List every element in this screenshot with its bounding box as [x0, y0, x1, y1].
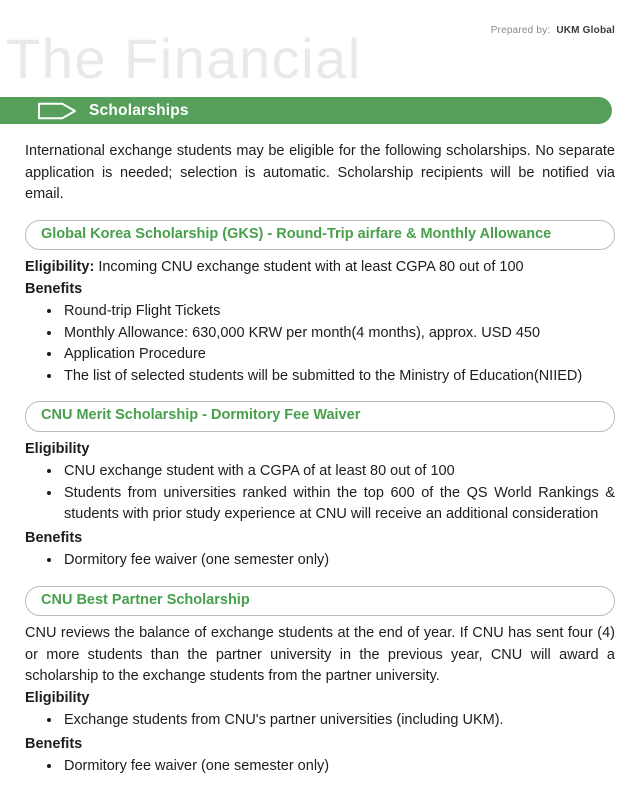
section-best-partner [25, 586, 615, 778]
section-title-pill [25, 401, 615, 432]
benefits-list [25, 756, 615, 778]
benefits-heading: Benefits [25, 280, 83, 297]
intro-paragraph: International exchange students may be eligible for the following scholarships. No separate application is needed; selection is automatic. Scholarship recipients will be notified via email. [25, 143, 615, 202]
eligibility-heading: Eligibility [25, 440, 90, 457]
benefits-list [25, 550, 615, 572]
list-item: • Dormitory fee waiver (one semester only) [62, 756, 615, 778]
benefits-list [25, 301, 615, 387]
list-item: • Monthly Allowance: 630,000 KRW per month(4 months), approx. USD 450 [62, 323, 615, 345]
list-item: • Dormitory fee waiver (one semester only) [62, 550, 615, 572]
section-title: CNU Best Partner Scholarship [41, 591, 250, 608]
eligibility-text: Incoming CNU exchange student with at least CGPA 80 out of 100 [98, 259, 524, 275]
banner-title: Scholarships [89, 101, 189, 119]
scholarships-banner [0, 97, 612, 124]
eligibility-line [25, 257, 615, 279]
eligibility-heading: Eligibility [25, 689, 90, 706]
tag-arrow-right-icon [35, 102, 79, 120]
section-title-pill [25, 586, 615, 617]
eligibility-list [25, 461, 615, 526]
prepared-by [491, 25, 615, 36]
benefits-heading: Benefits [25, 529, 83, 546]
section-description: CNU reviews the balance of exchange students at the end of year. If CNU has sent four (4) or more students than the partner university in the previous year, CNU will award a scholarship to the exchange students from the partner university. [25, 625, 615, 684]
benefits-heading: Benefits [25, 735, 83, 752]
section-cnu-merit [25, 401, 615, 572]
eligibility-label: Eligibility: [25, 259, 95, 275]
section-gks [25, 220, 615, 388]
section-title: Global Korea Scholarship (GKS) - Round-Trip airfare & Monthly Allowance [41, 225, 552, 242]
eligibility-list [25, 710, 615, 732]
list-item: • The list of selected students will be submitted to the Ministry of Education(NIIED) [62, 366, 615, 388]
list-item: • Exchange students from CNU's partner universities (including UKM). [62, 710, 615, 732]
list-item: • Application Procedure [62, 344, 615, 366]
prepared-by-label: Prepared by: [490, 25, 551, 36]
section-title-pill [25, 220, 615, 251]
prepared-by-value: UKM Global [556, 25, 615, 36]
page-title-watermark: The Financial [6, 27, 362, 90]
list-item: • CNU exchange student with a CGPA of at least 80 out of 100 [62, 461, 615, 483]
list-item: • Round-trip Flight Tickets [62, 301, 615, 323]
document-content [25, 141, 615, 780]
section-title: CNU Merit Scholarship - Dormitory Fee Waiver [41, 407, 361, 423]
list-item: • Students from universities ranked within the top 600 of the QS World Rankings & students with prior study experience at CNU will receive an additional consideration [62, 483, 615, 526]
